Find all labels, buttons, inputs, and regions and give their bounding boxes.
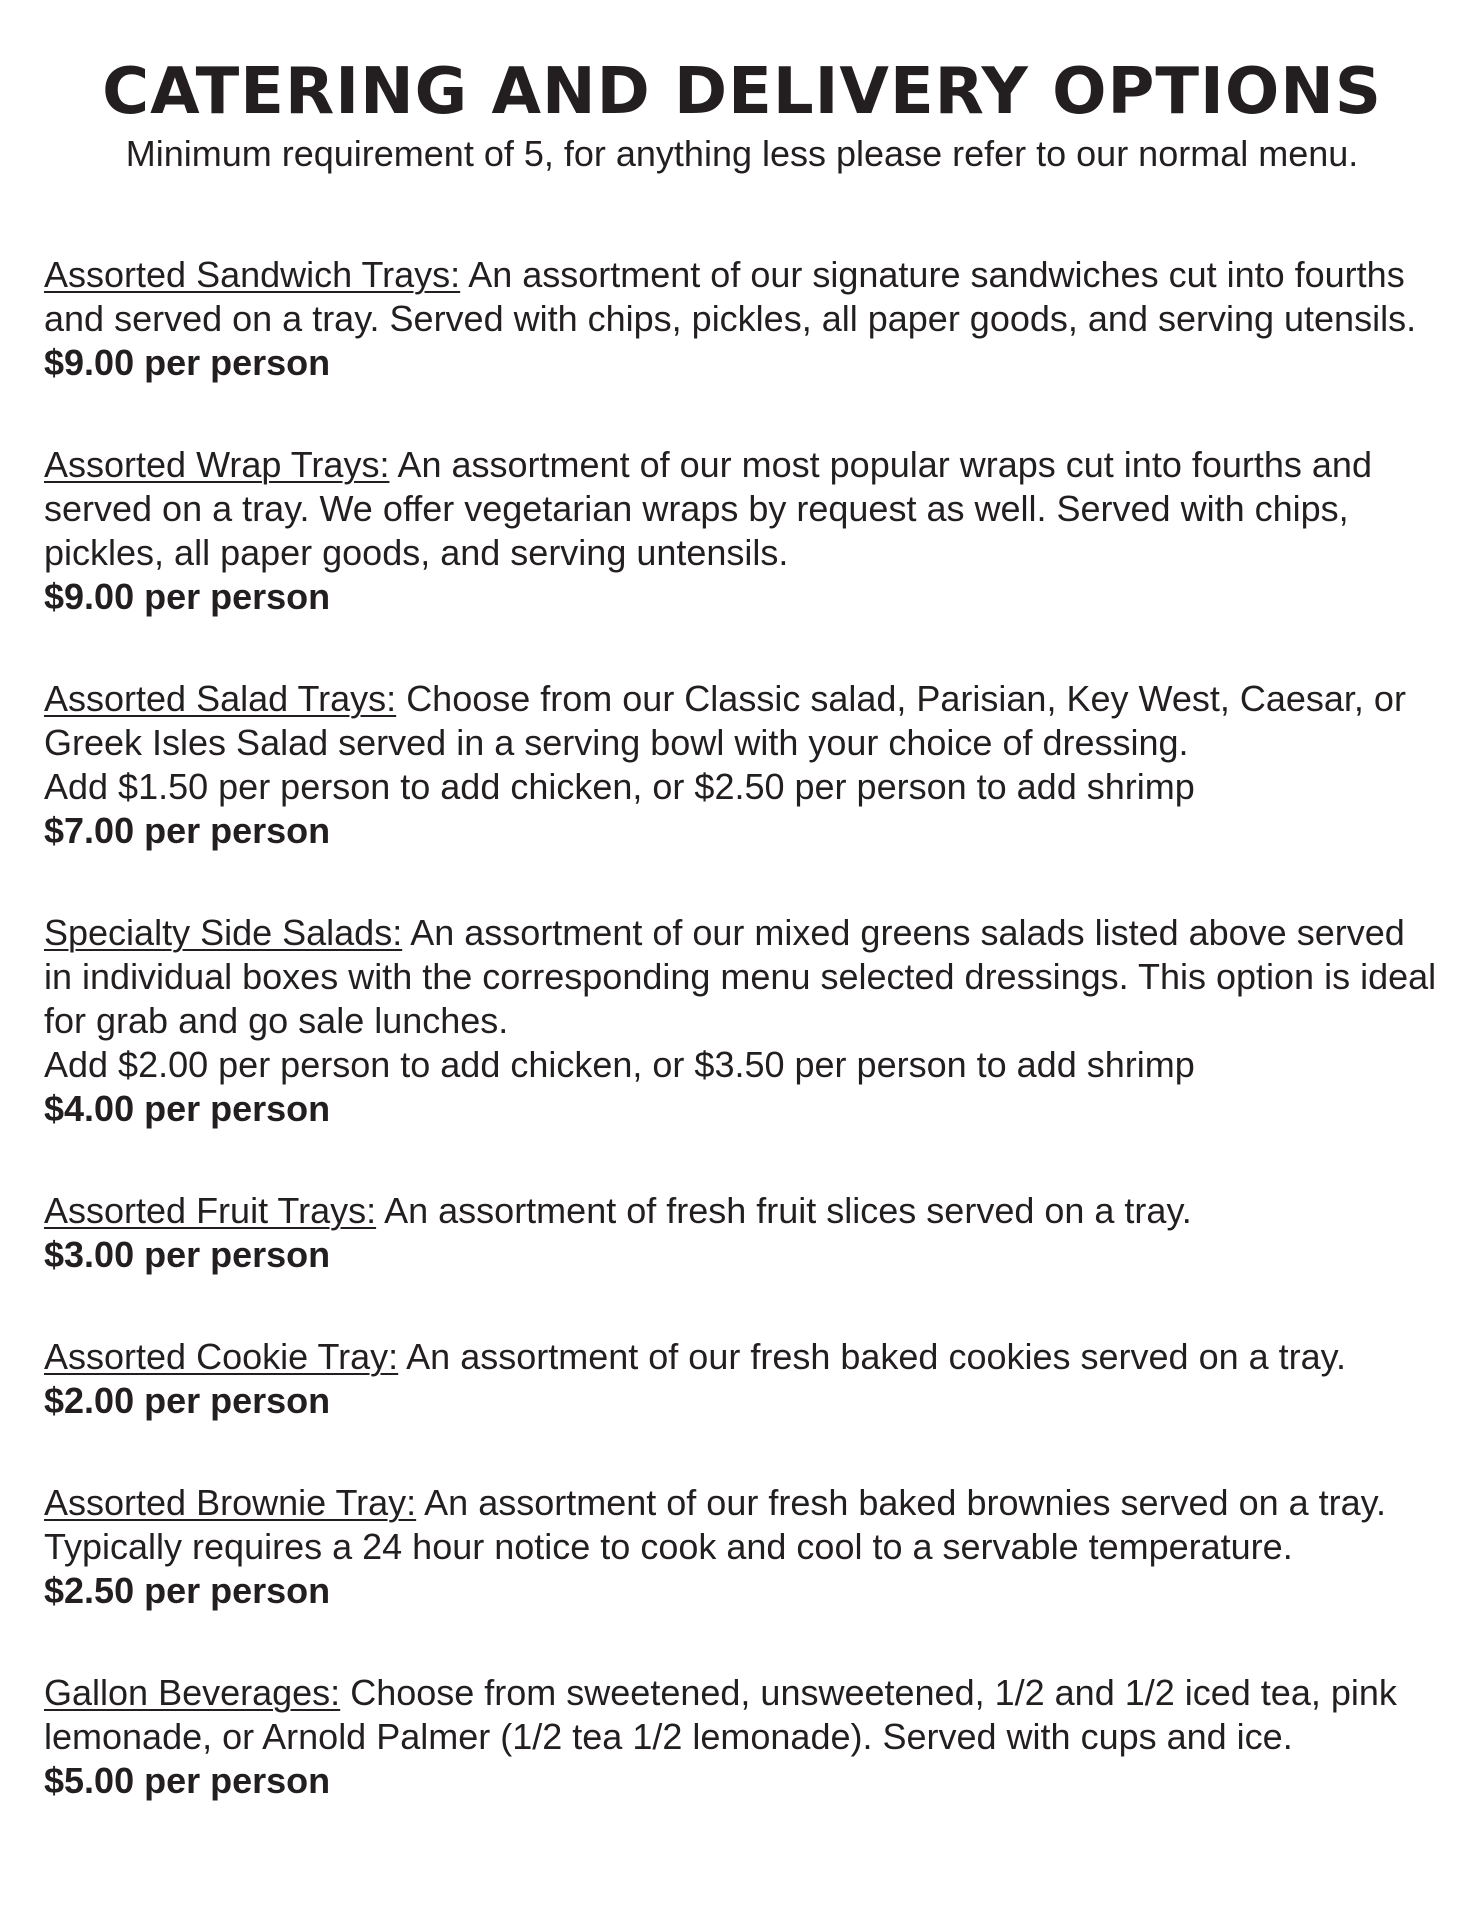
menu-item-price: $2.50 per person <box>44 1570 331 1611</box>
menu-item-name: Assorted Cookie Tray: <box>44 1336 399 1377</box>
menu-item-price: $4.00 per person <box>44 1088 331 1129</box>
menu-item-name: Specialty Side Salads: <box>44 912 403 953</box>
menu-item-salad-trays <box>44 677 1440 853</box>
menu-item-fruit-trays <box>44 1189 1440 1277</box>
menu-item-description: An assortment of our signature sandwiches cut into fourths and served on a tray. Served with chips, pickles, all paper goods, and serving utensils. <box>44 254 1417 339</box>
menu-item-specialty-side-salads <box>44 911 1440 1131</box>
menu-item-description: Choose from our Classic salad, Parisian, Key West, Caesar, or Greek Isles Salad served in a serving bowl with your choice of dressing. <box>44 678 1406 763</box>
menu-item-gallon-beverages <box>44 1671 1440 1803</box>
menu-item-description: An assortment of our most popular wraps cut into fourths and served on a tray. We offer vegetarian wraps by request as well. Served with chips, pickles, all paper goods, and serving untensils. <box>44 444 1372 573</box>
page-subtitle: Minimum requirement of 5, for anything less please refer to our normal menu. <box>125 133 1359 174</box>
page-title: CATERING AND DELIVERY OPTIONS <box>102 55 1382 129</box>
menu-item-text <box>44 911 1440 1043</box>
menu-item-price: $3.00 per person <box>44 1234 331 1275</box>
menu-item-price: $9.00 per person <box>44 342 331 383</box>
menu-items <box>44 253 1440 1803</box>
menu-item-price: $7.00 per person <box>44 810 331 851</box>
menu-item-text <box>44 677 1440 765</box>
menu-item-description: An assortment of fresh fruit slices served on a tray. <box>384 1190 1192 1231</box>
menu-item-name: Assorted Brownie Tray: <box>44 1482 417 1523</box>
menu-item-text <box>44 253 1440 341</box>
menu-item-description: An assortment of our mixed greens salads listed above served in individual boxes with the corresponding menu selected dressings. This option is ideal for grab and go sale lunches. <box>44 912 1437 1041</box>
menu-item-name: Assorted Wrap Trays: <box>44 444 390 485</box>
menu-item-brownie-tray <box>44 1481 1440 1613</box>
menu-item-addon: Add $1.50 per person to add chicken, or $2.50 per person to add shrimp <box>44 766 1195 807</box>
menu-item-name: Assorted Salad Trays: <box>44 678 397 719</box>
menu-item-wrap-trays <box>44 443 1440 619</box>
menu-item-name: Assorted Sandwich Trays: <box>44 254 461 295</box>
menu-item-text <box>44 1189 1440 1233</box>
menu-item-description: An assortment of our fresh baked cookies served on a tray. <box>406 1336 1346 1377</box>
menu-item-sandwich-trays <box>44 253 1440 385</box>
menu-item-price: $5.00 per person <box>44 1760 331 1801</box>
menu-item-name: Gallon Beverages: <box>44 1672 341 1713</box>
menu-item-name: Assorted Fruit Trays: <box>44 1190 377 1231</box>
menu-item-text <box>44 1335 1440 1379</box>
menu-item-price: $9.00 per person <box>44 576 331 617</box>
menu-item-text <box>44 443 1440 575</box>
menu-item-price: $2.00 per person <box>44 1380 331 1421</box>
menu-item-text <box>44 1481 1440 1569</box>
menu-item-description: Choose from sweetened, unsweetened, 1/2 and 1/2 iced tea, pink lemonade, or Arnold Palmer (1/2 tea 1/2 lemonade). Served with cups and ice. <box>44 1672 1397 1757</box>
menu-item-cookie-tray <box>44 1335 1440 1423</box>
menu-item-addon: Add $2.00 per person to add chicken, or $3.50 per person to add shrimp <box>44 1044 1195 1085</box>
menu-item-text <box>44 1671 1440 1759</box>
menu-item-description: An assortment of our fresh baked brownies served on a tray. Typically requires a 24 hour notice to cook and cool to a servable temperature. <box>44 1482 1386 1567</box>
